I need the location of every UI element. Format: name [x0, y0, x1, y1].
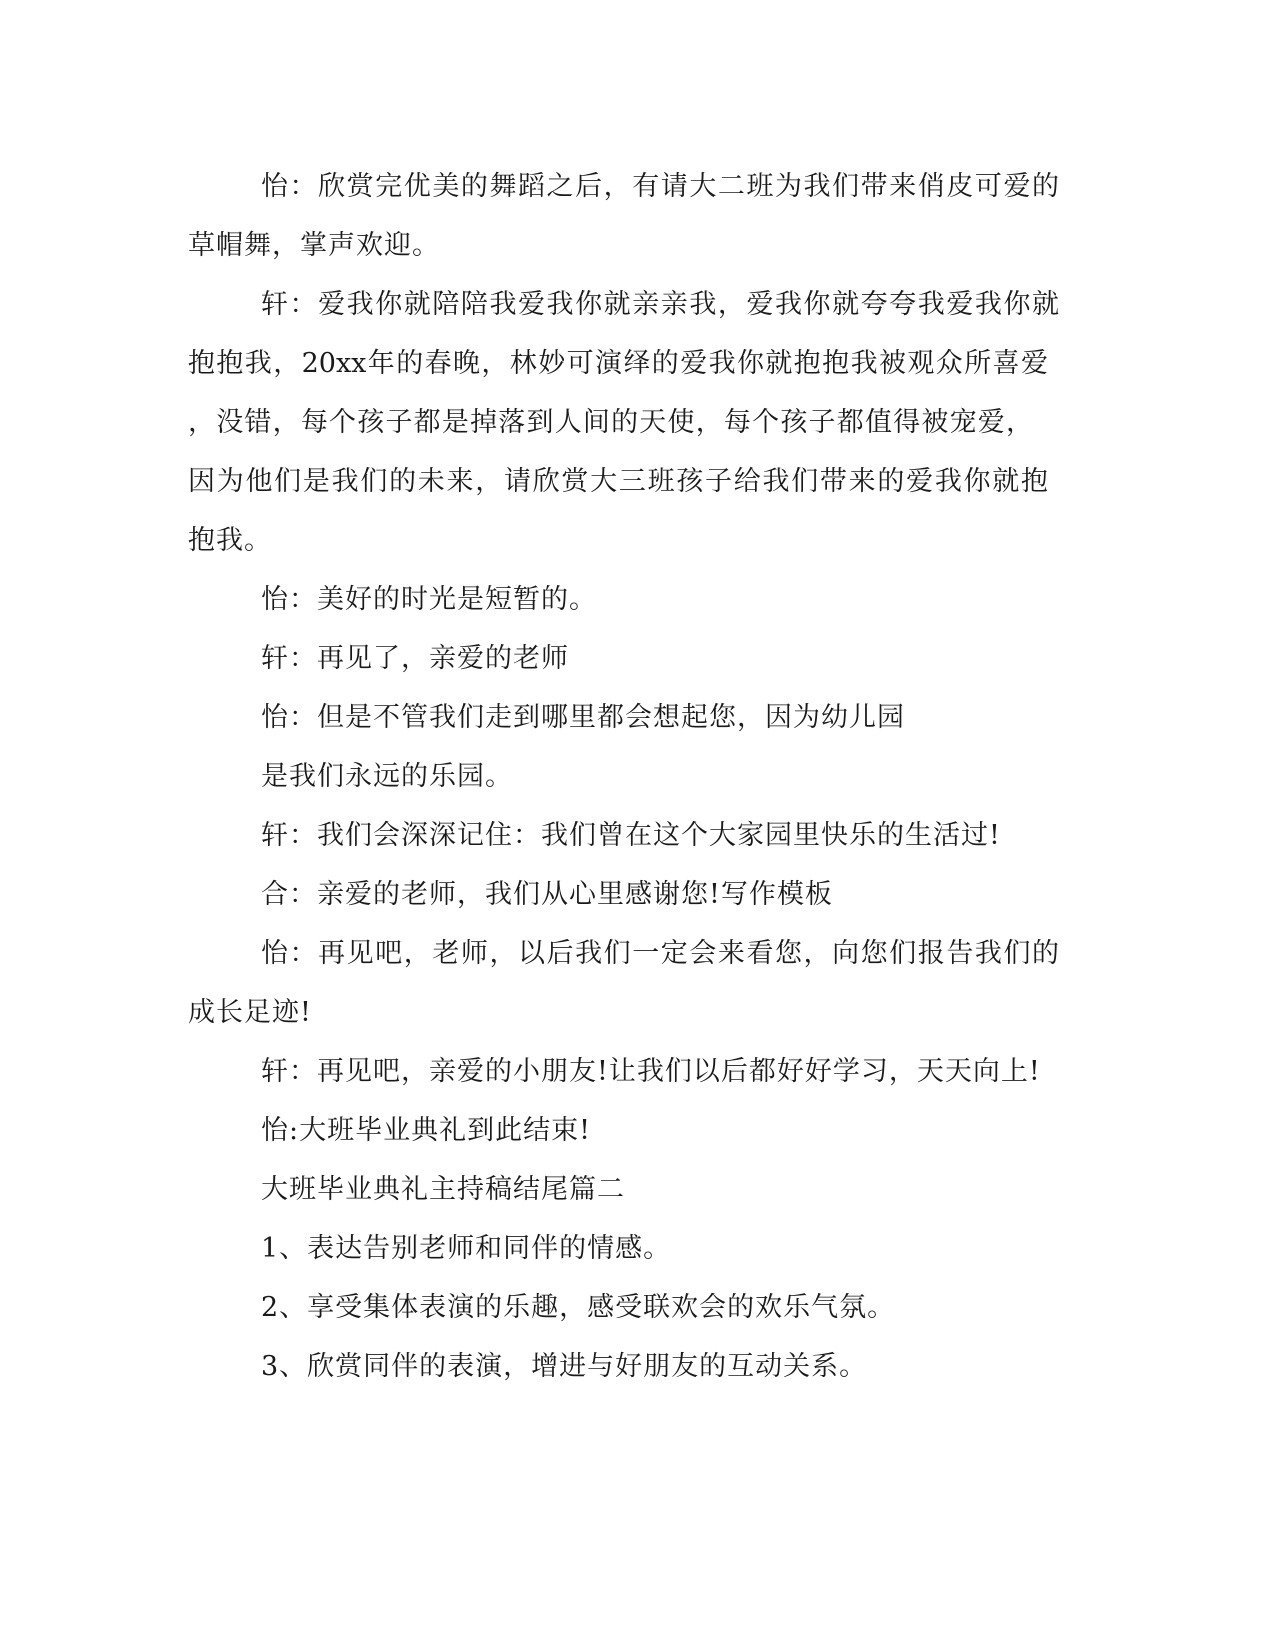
paragraph-line-15: 成长足迹! — [188, 997, 312, 1028]
paragraph-line-9: 轩：再见了，亲爱的老师 — [261, 643, 569, 674]
paragraph-line-4: 抱抱我，20xx年的春晚，林妙可演绎的爱我你就抱抱我被观众所喜爱 — [188, 348, 1048, 379]
paragraph-line-14: 怡：再见吧，老师，以后我们一定会来看您，向您们报告我们的 — [261, 938, 1059, 969]
paragraph-line-8: 怡：美好的时光是短暂的。 — [261, 584, 597, 615]
paragraph-line-7: 抱我。 — [188, 525, 272, 556]
paragraph-line-1: 怡：欣赏完优美的舞蹈之后，有请大二班为我们带来俏皮可爱的 — [261, 171, 1059, 202]
list-item-1: 1、表达告别老师和同伴的情感。 — [261, 1233, 672, 1264]
paragraph-line-11: 是我们永远的乐园。 — [261, 761, 513, 792]
paragraph-line-3: 轩：爱我你就陪陪我爱我你就亲亲我，爱我你就夸夸我爱我你就 — [261, 289, 1059, 320]
paragraph-line-6: 因为他们是我们的未来，请欣赏大三班孩子给我们带来的爱我你就抱 — [188, 466, 1048, 497]
list-item-2: 2、享受集体表演的乐趣，感受联欢会的欢乐气氛。 — [261, 1292, 896, 1323]
section-heading: 大班毕业典礼主持稿结尾篇二 — [261, 1174, 625, 1205]
list-item-3: 3、欣赏同伴的表演，增进与好朋友的互动关系。 — [261, 1351, 868, 1382]
paragraph-line-5: ，没错，每个孩子都是掉落到人间的天使，每个孩子都值得被宠爱， — [188, 407, 1033, 438]
paragraph-line-16: 轩：再见吧，亲爱的小朋友!让我们以后都好好学习，天天向上! — [261, 1056, 1041, 1087]
paragraph-line-10: 怡：但是不管我们走到哪里都会想起您，因为幼儿园 — [261, 702, 905, 733]
paragraph-line-12: 轩：我们会深深记住：我们曾在这个大家园里快乐的生活过! — [261, 820, 1001, 851]
paragraph-line-2: 草帽舞，掌声欢迎。 — [188, 230, 440, 261]
paragraph-line-17: 怡:大班毕业典礼到此结束! — [261, 1115, 591, 1146]
paragraph-line-13: 合：亲爱的老师，我们从心里感谢您!写作模板 — [261, 879, 833, 910]
